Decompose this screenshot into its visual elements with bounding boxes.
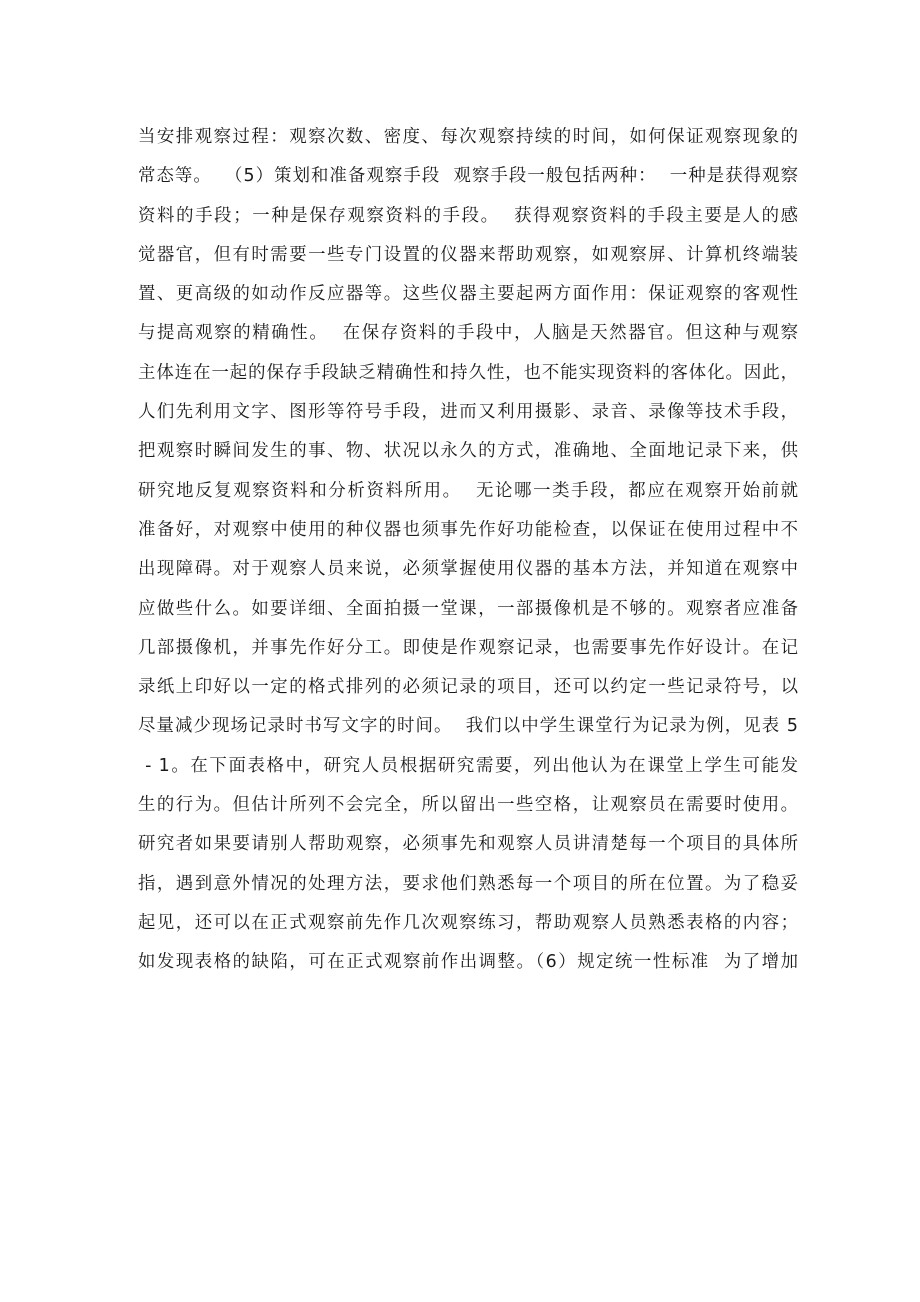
text-line: 觉器官，但有时需要一些专门设置的仪器来帮助观察，如观察屏、计算机终端装 [138, 244, 798, 265]
text-line: 与提高观察的精确性。 在保存资料的手段中，人脑是天然器官。但这种与观察 [138, 323, 798, 344]
text-line: 当安排观察过程：观察次数、密度、每次观察持续的时间，如何保证观察现象的 [138, 127, 798, 147]
text-line: 置、更高级的如动作反应器等。这些仪器主要起两方面作用：保证观察的客观性 [138, 284, 798, 305]
text-line: 出现障碍。对于观察人员来说，必须掌握使用仪器的基本方法，并知道在观察中 [138, 559, 798, 580]
text-line: 人们先利用文字、图形等符号手段，进而又利用摄影、录音、录像等技术手段， [138, 402, 798, 423]
text-line: 资料的手段；一种是保存观察资料的手段。 获得观察资料的手段主要是人的感 [138, 205, 798, 226]
text-line: 起见，还可以在正式观察前先作几次观察练习，帮助观察人员熟悉表格的内容； [138, 912, 798, 933]
text-line: 生的行为。但估计所列不会完全，所以留出一些空格，让观察员在需要时使用。 [138, 795, 798, 816]
text-line: 录纸上印好以一定的格式排列的必须记录的项目，还可以约定一些记录符号，以 [138, 677, 798, 698]
text-line: 几部摄像机，并事先作好分工。即使是作观察记录，也需要事先作好设计。在记 [138, 637, 798, 658]
text-line: 研究者如果要请别人帮助观察，必须事先和观察人员讲清楚每一个项目的具体所 [138, 834, 798, 855]
text-line: 准备好，对观察中使用的种仪器也须事先作好功能检查，以保证在使用过程中不 [138, 519, 798, 540]
text-line: - 1。在下面表格中，研究人员根据研究需要，列出他认为在课堂上学生可能发 [138, 755, 798, 776]
body-text [138, 118, 798, 983]
text-line: 研究地反复观察资料和分析资料所用。 无论哪一类手段，都应在观察开始前就 [138, 480, 798, 501]
text-line: 尽量减少现场记录时书写文字的时间。 我们以中学生课堂行为记录为例，见表 5 [138, 716, 798, 737]
text-line: 把观察时瞬间发生的事、物、状况以永久的方式，准确地、全面地记录下来，供 [138, 441, 798, 462]
text-line: 如发现表格的缺陷，可在正式观察前作出调整。（6）规定统一性标准 为了增加 [138, 952, 798, 973]
text-line: 主体连在一起的保存手段缺乏精确性和持久性，也不能实现资料的客体化。因此， [138, 362, 798, 383]
text-line: 指，遇到意外情况的处理方法，要求他们熟悉每一个项目的所在位置。为了稳妥 [138, 873, 798, 894]
text-line: 常态等。 （5）策划和准备观察手段 观察手段一般包括两种： 一种是获得观察 [138, 166, 798, 187]
text-line: 应做些什么。如要详细、全面拍摄一堂课，一部摄像机是不够的。观察者应准备 [138, 598, 798, 619]
